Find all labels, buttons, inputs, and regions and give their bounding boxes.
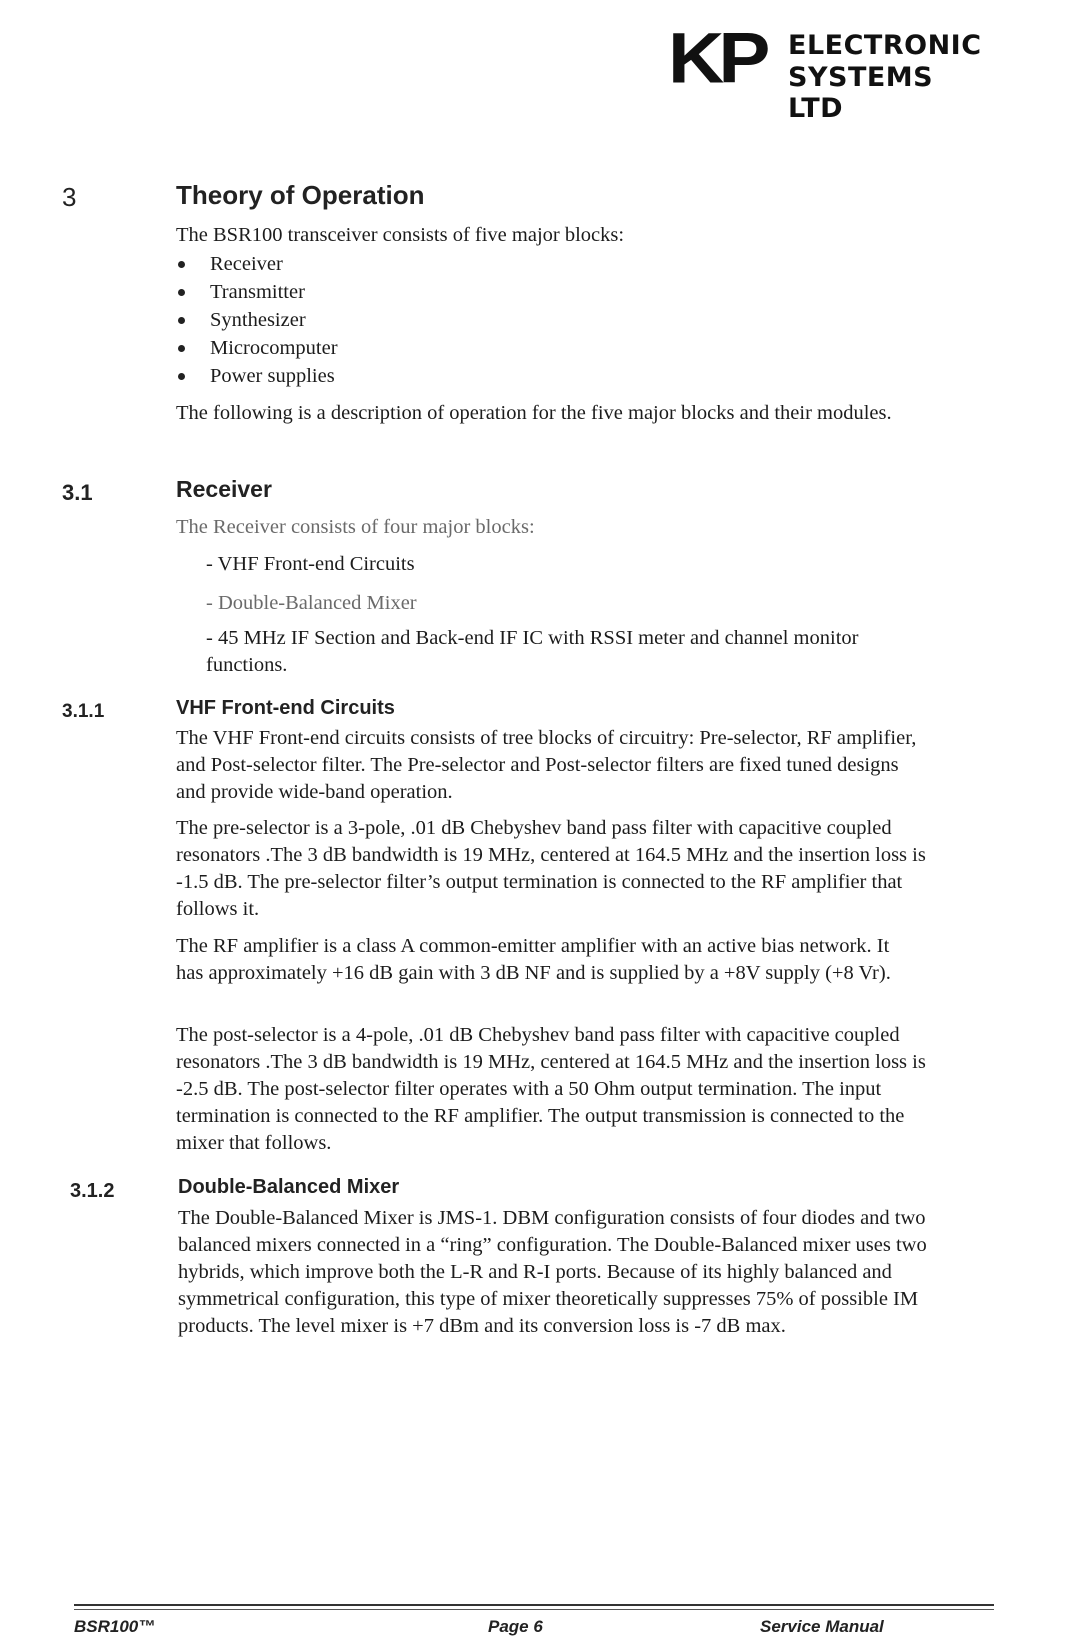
paragraph: The pre-selector is a 3-pole, .01 dB Chebyshev band pass filter with capacitive coupled resonators .The 3 dB bandwidth is 19 MHz, centered at 164.5 MHz and the insertion loss is -1.5 dB. The pre-selector filter’s output termination is connected to the RF amplifier that follows it.	[176, 817, 926, 920]
following-paragraph: The following is a description of operation for the five major blocks and their modules.	[176, 402, 892, 424]
footer-rule	[74, 1604, 994, 1606]
block-list	[176, 250, 338, 390]
paragraph: The RF amplifier is a class A common-emitter amplifier with an active bias network. It has approximately +16 dB gain with 3 dB NF and is supplied by a +8V supply (+8 Vr).	[176, 935, 891, 984]
section-intro: The Receiver consists of four major blocks:	[176, 516, 535, 538]
company-logo	[668, 17, 982, 124]
section-title: Receiver	[176, 476, 272, 502]
footer-doc-type: Service Manual	[760, 1617, 884, 1636]
list-item: - VHF Front-end Circuits	[206, 553, 415, 575]
footer-rule-thin	[74, 1609, 994, 1610]
section-title: Theory of Operation	[176, 180, 425, 210]
list-item: - 45 MHz IF Section and Back-end IF IC with RSSI meter and channel monitor functions.	[206, 627, 859, 676]
section-title: VHF Front-end Circuits	[176, 697, 395, 719]
footer-product: BSR100™	[74, 1617, 156, 1636]
list-item: Microcomputer	[176, 334, 338, 362]
list-item: Power supplies	[176, 362, 338, 390]
logo-line-1: ELECTRONIC	[788, 30, 982, 61]
logo-mark: KP	[668, 17, 765, 99]
section-number: 3.1.2	[70, 1180, 115, 1202]
section-number: 3	[62, 182, 77, 212]
list-item: Synthesizer	[176, 306, 338, 334]
list-item: Receiver	[176, 250, 338, 278]
logo-line-2: SYSTEMS LTD	[788, 62, 934, 124]
section-intro: The BSR100 transceiver consists of five major blocks:	[176, 224, 625, 246]
section-title: Double-Balanced Mixer	[178, 1176, 400, 1198]
list-item: - Double-Balanced Mixer	[206, 592, 417, 614]
list-item: Transmitter	[176, 278, 338, 306]
section-number: 3.1.1	[62, 701, 105, 722]
footer-page-number: Page 6	[488, 1617, 543, 1636]
section-number: 3.1	[62, 480, 93, 505]
paragraph: The post-selector is a 4-pole, .01 dB Chebyshev band pass filter with capacitive coupled resonators .The 3 dB bandwidth is 19 MHz, centered at 164.5 MHz and the insertion loss is -2.5 dB. The post-selector filter operates with a 50 Ohm output termination. The input termination is connected to the RF amplifier. The output transmission is connected to the mixer that follows.	[176, 1024, 926, 1154]
paragraph: The VHF Front-end circuits consists of tree blocks of circuitry: Pre-selector, RF amplifier, and Post-selector filter. The Pre-selector and Post-selector filters are fixed tuned designs and provide wide-band operation.	[176, 727, 917, 803]
paragraph: The Double-Balanced Mixer is JMS-1. DBM configuration consists of four diodes and two balanced mixers connected in a “ring” configuration. The Double-Balanced mixer uses two hybrids, which improve both the L-R and R-I ports. Because of its highly balanced and symmetrical configuration, this type of mixer theoretically suppresses 75% of possible IM products. The level mixer is +7 dBm and its conversion loss is -7 dB max.	[178, 1207, 927, 1337]
